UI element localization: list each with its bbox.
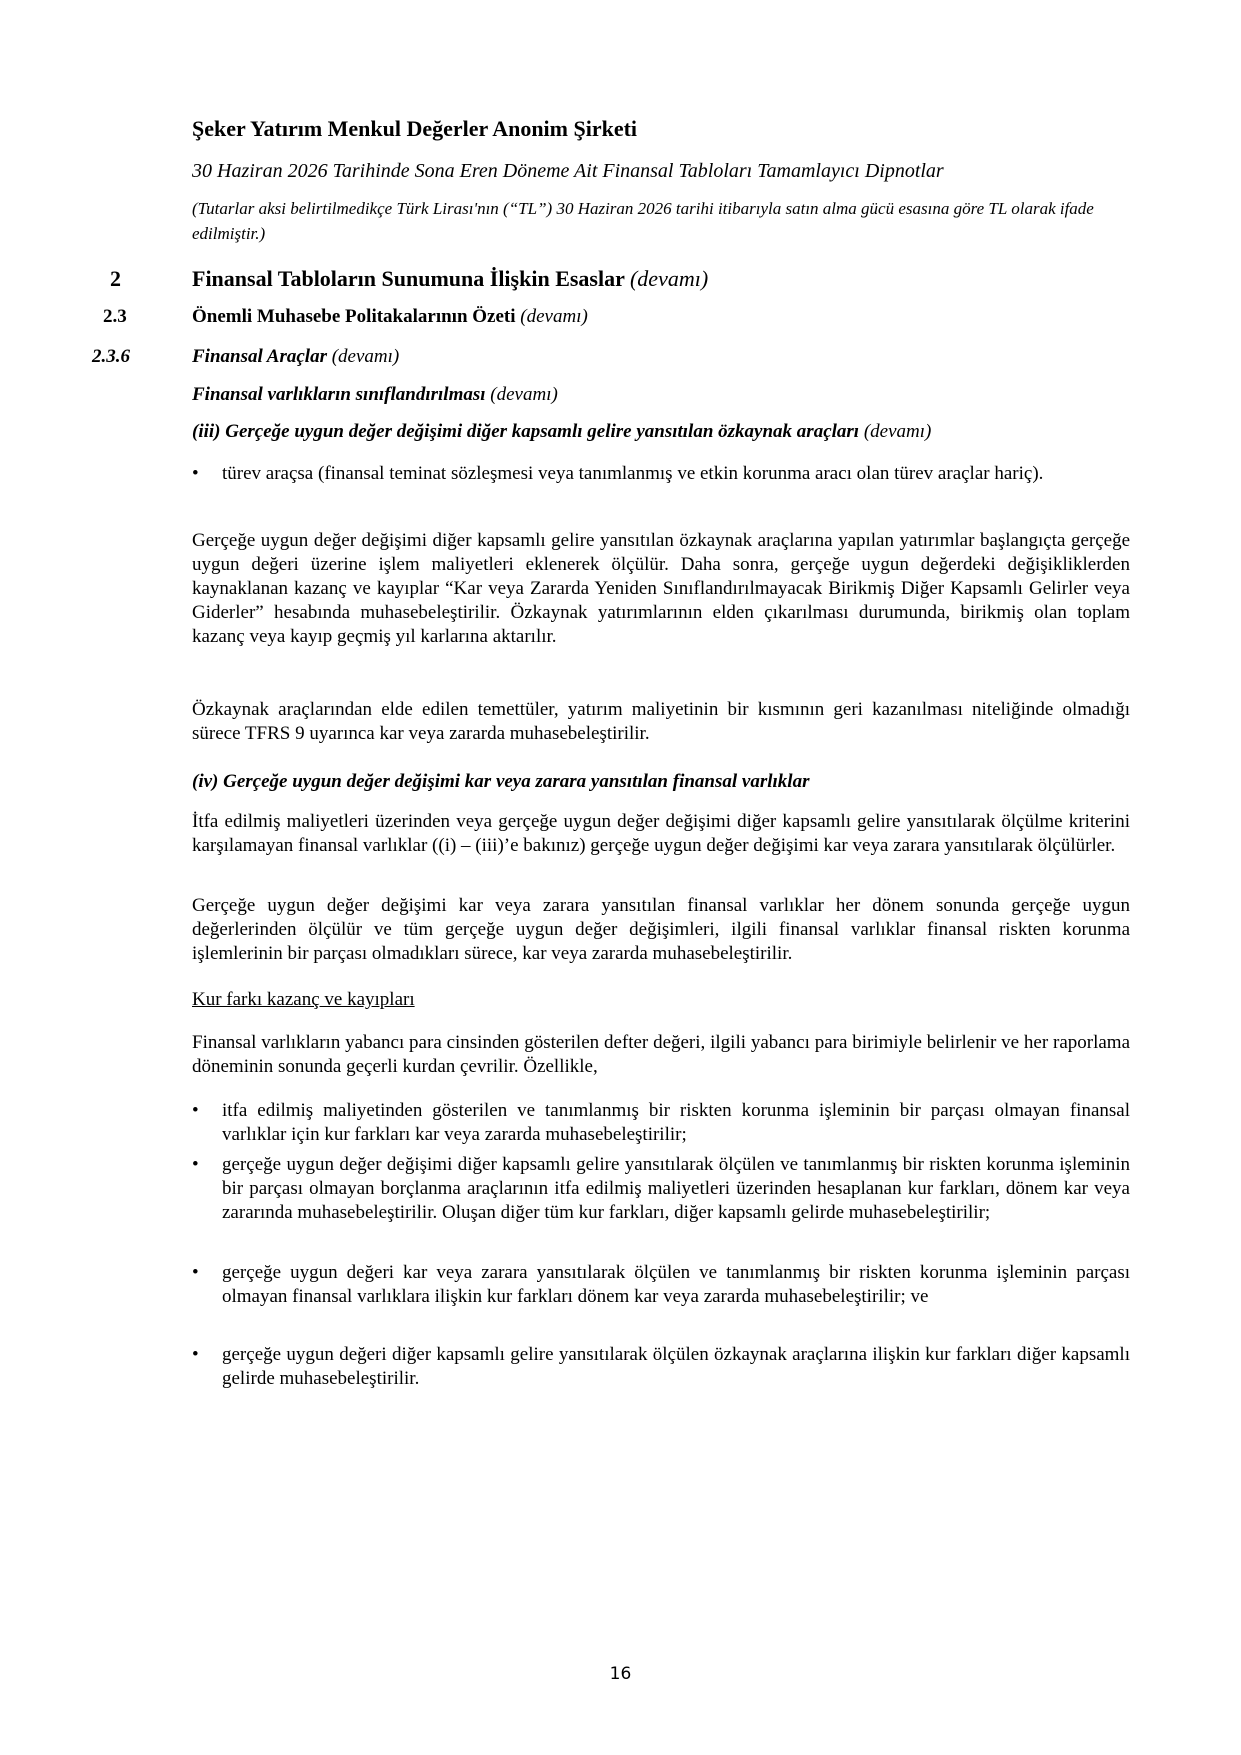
bullet-icon: • [192,1344,199,1365]
section-number: 2 [110,266,121,291]
paragraph: İtfa edilmiş maliyetleri üzerinden veya gerçeğe uygun değer değişimi diğer kapsamlı gelire yansıtılarak ölçülme kriterini karşılamayan finansal varlıklar ((i) – (iii)’e bakınız) gerçeğe uygun değer değişimi kar veya zarara yansıtılarak ölçülürler. [192,811,1130,856]
subheading-fx: Kur farkı kazanç ve kayıpları [192,989,415,1010]
continued-label: (devamı) [863,421,932,442]
list-item: • gerçeğe uygun değeri kar veya zarara yansıtılarak ölçülen ve tanımlanmış bir riskten korunma işleminin parçası olmayan finansal varlıklara ilişkin kur farkları dönem kar veya zararda muhasebeleştirilir; ve [192,1262,1130,1307]
paragraph: Gerçeğe uygun değer değişimi diğer kapsamlı gelire yansıtılan özkaynak araçlarına yapılan yatırımlar başlangıçta gerçeğe uygun değeri üzerine işlem maliyetleri eklenerek ölçülür. Daha sonra, gerçeğe uygun değerdeki değişikliklerden kaynaklanan kazanç ve kayıplar “Kar veya Zararda Yeniden Sınıflandırılmayacak Birikmiş Diğer Kapsamlı Gelirler veya Giderler” hesabında muhasebeleştirilir. Özkaynak yatırımlarının elden çıkarılması durumunda, birikmiş olan toplam kazanç veya kayıp geçmiş yıl karlarına aktarılır. [192,530,1130,647]
section-title: Finansal Tabloların Sunumuna İlişkin Esaslar (devamı) [192,266,709,291]
subheading-classification: Finansal varlıkların sınıflandırılması (devamı) [192,384,558,405]
bullet-icon: • [192,1154,199,1175]
subheading-iv: (iv) Gerçeğe uygun değer değişimi kar veya zarara yansıtılan finansal varlıklar [192,771,810,792]
list-item: • gerçeğe uygun değer değişimi diğer kapsamlı gelire yansıtılarak ölçülen ve tanımlanmış bir riskten korunma işleminin bir parçası olmayan borçlanma araçlarının itfa edilmiş maliyetleri üzerinden hesaplanan kur farkları, dönem kar veya zararında muhasebeleştirilir. Oluşan diğer tüm kur farkları, diğer kapsamlı gelirde muhasebeleştirilir; [192,1154,1130,1223]
section-title: Finansal Araçlar (devamı) [192,346,400,367]
paragraph: Özkaynak araçlarından elde edilen temettüler, yatırım maliyetinin bir kısmının geri kazanılması niteliğinde olmadığı sürece TFRS 9 uyarınca kar veya zararda muhasebeleştirilir. [192,699,1130,744]
page-number: 16 [609,1664,632,1684]
bullet-icon: • [192,1100,199,1121]
bullet-icon: • [192,463,199,484]
section-number: 2.3.6 [92,346,130,367]
continued-label: (devamı) [331,346,400,367]
bullet-icon: • [192,1262,199,1283]
section-number: 2.3 [103,306,127,327]
continued-label: (devamı) [520,306,588,327]
currency-note: (Tutarlar aksi belirtilmedikçe Türk Lirası'nın (“TL”) 30 Haziran 2026 tarihi itibarıyla satın alma gücü esasına göre TL olarak ifade edilmiştir.) [192,199,1094,243]
list-item: • itfa edilmiş maliyetinden gösterilen ve tanımlanmış bir riskten korunma işleminin bir parçası olmayan finansal varlıklar için kur farkları kar veya zararda muhasebeleştirilir; [192,1100,1130,1145]
paragraph: Finansal varlıkların yabancı para cinsinden gösterilen defter değeri, ilgili yabancı para birimiyle belirlenir ve her raporlama döneminin sonunda geçerli kurdan çevrilir. Özellikle, [192,1032,1130,1077]
section-title: Önemli Muhasebe Politakalarının Özeti (devamı) [192,306,588,327]
list-item: • gerçeğe uygun değeri diğer kapsamlı gelire yansıtılarak ölçülen özkaynak araçlarına ilişkin kur farkları diğer kapsamlı gelirde muhasebeleştirilir. [192,1344,1130,1389]
company-name: Şeker Yatırım Menkul Değerler Anonim Şirketi [192,116,638,141]
list-item: • türev araçsa (finansal teminat sözleşmesi veya tanımlanmış ve etkin korunma aracı olan türev araçlar hariç). [192,463,1044,484]
continued-label: (devamı) [490,384,558,405]
continued-label: (devamı) [629,266,709,291]
paragraph: Gerçeğe uygun değer değişimi kar veya zarara yansıtılan finansal varlıklar her dönem sonunda gerçeğe uygun değerlerinden ölçülür ve tüm gerçeğe uygun değer değişimleri, ilgili finansal varlıklar finansal riskten korunma işlemlerinin bir parçası olmadıkları sürece, kar veya zararda muhasebeleştirilir. [192,895,1130,964]
subheading-iii: (iii) Gerçeğe uygun değer değişimi diğer kapsamlı gelire yansıtılan özkaynak araçları (devamı) [192,421,932,442]
report-subtitle: 30 Haziran 2026 Tarihinde Sona Eren Döneme Ait Finansal Tabloları Tamamlayıcı Dipnotlar [192,160,944,182]
